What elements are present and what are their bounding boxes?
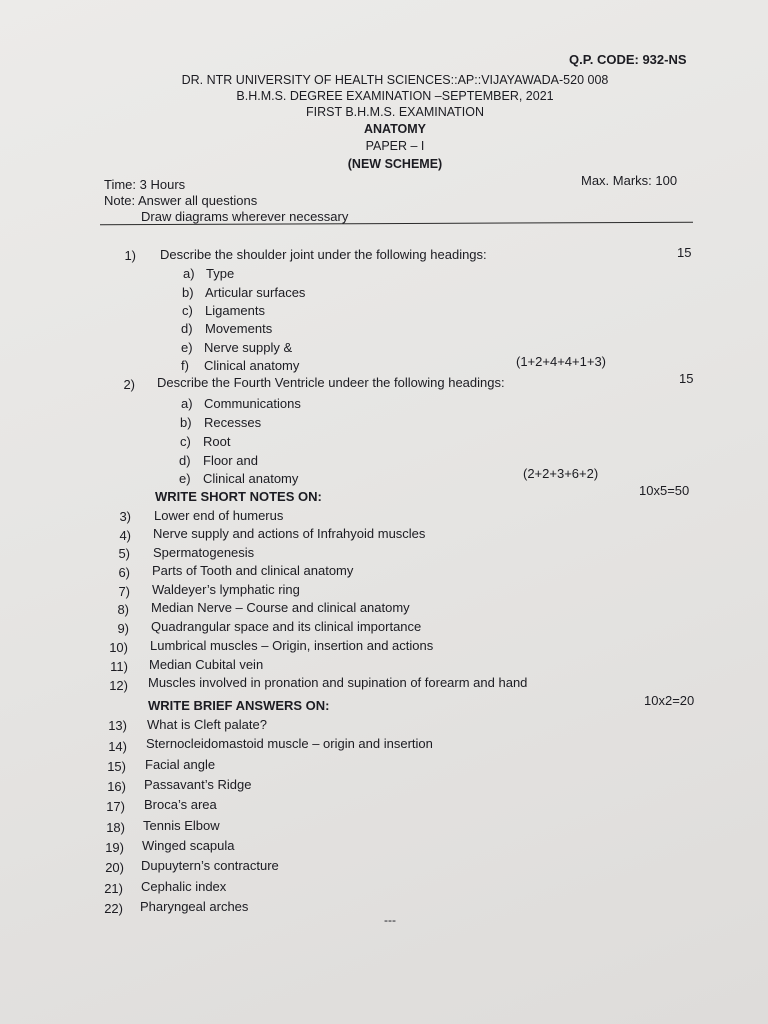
list-item-number: 5) bbox=[118, 546, 130, 561]
list-item-number: 12) bbox=[109, 678, 128, 693]
q2-sub-text: Root bbox=[203, 434, 231, 449]
brief-answers-marks: 10x2=20 bbox=[644, 693, 695, 708]
exam-title: B.H.M.S. DEGREE EXAMINATION –SEPTEMBER, 2021 bbox=[236, 89, 554, 103]
list-item-number: 18) bbox=[106, 820, 125, 835]
list-item: Cephalic index bbox=[141, 879, 227, 894]
exam-year: FIRST B.H.M.S. EXAMINATION bbox=[305, 105, 485, 119]
list-item-number: 16) bbox=[107, 779, 126, 794]
list-item: Muscles involved in pronation and supination of forearm and hand bbox=[148, 675, 528, 690]
university-name: DR. NTR UNIVERSITY OF HEALTH SCIENCES::AP::VIJAYAWADA-520 008 bbox=[181, 73, 609, 87]
list-item-number: 9) bbox=[117, 621, 129, 636]
list-item: Median Nerve – Course and clinical anatomy bbox=[151, 600, 410, 615]
q1-text: Describe the shoulder joint under the following headings: bbox=[160, 247, 487, 262]
list-item: Nerve supply and actions of Infrahyoid muscles bbox=[153, 526, 426, 541]
q1-number: 1) bbox=[124, 248, 136, 263]
q2-breakup: (2+2+3+6+2) bbox=[523, 466, 599, 481]
list-item-number: 21) bbox=[104, 881, 123, 896]
list-item-number: 6) bbox=[118, 565, 130, 580]
list-item-number: 14) bbox=[108, 739, 127, 754]
max-marks-label: Max. Marks: 100 bbox=[581, 173, 678, 188]
q1-sub-text: Type bbox=[206, 266, 235, 281]
paper-number: PAPER – I bbox=[365, 139, 425, 153]
list-item-number: 10) bbox=[109, 640, 128, 655]
list-item: Quadrangular space and its clinical importance bbox=[151, 619, 422, 634]
short-notes-marks: 10x5=50 bbox=[639, 483, 690, 498]
list-item-number: 20) bbox=[105, 860, 124, 875]
list-item: Spermatogenesis bbox=[153, 545, 255, 560]
q2-sub-label: b) bbox=[180, 415, 192, 430]
list-item: Passavant’s Ridge bbox=[144, 777, 252, 792]
q2-sub-text: Clinical anatomy bbox=[203, 471, 299, 486]
list-item-number: 7) bbox=[118, 584, 130, 599]
qp-code: Q.P. CODE: 932-NS bbox=[569, 52, 687, 67]
q2-sub-label: e) bbox=[179, 471, 191, 486]
list-item: Tennis Elbow bbox=[143, 818, 220, 833]
list-item-number: 15) bbox=[107, 759, 126, 774]
q1-sub-label: c) bbox=[182, 303, 193, 318]
q1-marks: 15 bbox=[677, 245, 692, 260]
list-item-number: 19) bbox=[105, 840, 124, 855]
q2-sub-label: d) bbox=[179, 453, 191, 468]
q1-sub-label: a) bbox=[183, 266, 195, 281]
list-item: Broca’s area bbox=[144, 797, 217, 812]
q1-breakup: (1+2+4+4+1+3) bbox=[516, 354, 606, 369]
q2-sub-text: Floor and bbox=[203, 453, 258, 468]
list-item-number: 3) bbox=[119, 509, 131, 524]
list-item: Sternocleidomastoid muscle – origin and insertion bbox=[146, 736, 433, 751]
list-item: Winged scapula bbox=[142, 838, 235, 853]
q1-sub-label: e) bbox=[181, 340, 193, 355]
time-label: Time: 3 Hours bbox=[104, 177, 186, 192]
end-mark: --- bbox=[384, 913, 396, 927]
list-item: Median Cubital vein bbox=[149, 657, 264, 672]
q1-sub-text: Articular surfaces bbox=[205, 285, 306, 300]
note-label: Note: Answer all questions bbox=[104, 193, 258, 208]
list-item: Lower end of humerus bbox=[154, 508, 284, 523]
list-item: Pharyngeal arches bbox=[140, 899, 249, 914]
q1-sub-label: d) bbox=[181, 321, 193, 336]
q1-sub-text: Movements bbox=[205, 321, 273, 336]
list-item-number: 11) bbox=[110, 659, 128, 674]
list-item: Lumbrical muscles – Origin, insertion and actions bbox=[150, 638, 434, 653]
q1-sub-label: b) bbox=[182, 285, 194, 300]
list-item-number: 8) bbox=[117, 602, 129, 617]
q2-text: Describe the Fourth Ventricle undeer the following headings: bbox=[157, 375, 505, 390]
brief-answers-heading: WRITE BRIEF ANSWERS ON: bbox=[148, 698, 330, 713]
q1-sub-text: Ligaments bbox=[205, 303, 265, 318]
list-item: Dupuytern’s contracture bbox=[141, 858, 279, 873]
list-item: What is Cleft palate? bbox=[147, 717, 267, 732]
note-diagrams: Draw diagrams wherever necessary bbox=[141, 209, 349, 224]
subject-title: ANATOMY bbox=[363, 122, 427, 136]
short-notes-heading: WRITE SHORT NOTES ON: bbox=[155, 489, 322, 504]
list-item-number: 13) bbox=[108, 718, 127, 733]
list-item: Facial angle bbox=[145, 757, 216, 772]
q2-sub-text: Recesses bbox=[204, 415, 262, 430]
q1-sub-text: Clinical anatomy bbox=[204, 358, 300, 373]
q2-marks: 15 bbox=[679, 371, 694, 386]
list-item: Waldeyer’s lymphatic ring bbox=[152, 582, 300, 597]
list-item-number: 4) bbox=[119, 528, 131, 543]
q1-sub-text: Nerve supply & bbox=[204, 340, 293, 355]
list-item: Parts of Tooth and clinical anatomy bbox=[152, 563, 354, 578]
q2-sub-text: Communications bbox=[204, 396, 301, 411]
list-item-number: 17) bbox=[106, 799, 125, 814]
q2-sub-label: a) bbox=[181, 396, 193, 411]
q2-number: 2) bbox=[123, 377, 135, 392]
q1-sub-label: f) bbox=[181, 358, 189, 373]
q2-sub-label: c) bbox=[180, 434, 191, 449]
scheme-label: (NEW SCHEME) bbox=[347, 157, 443, 171]
list-item-number: 22) bbox=[104, 901, 123, 916]
